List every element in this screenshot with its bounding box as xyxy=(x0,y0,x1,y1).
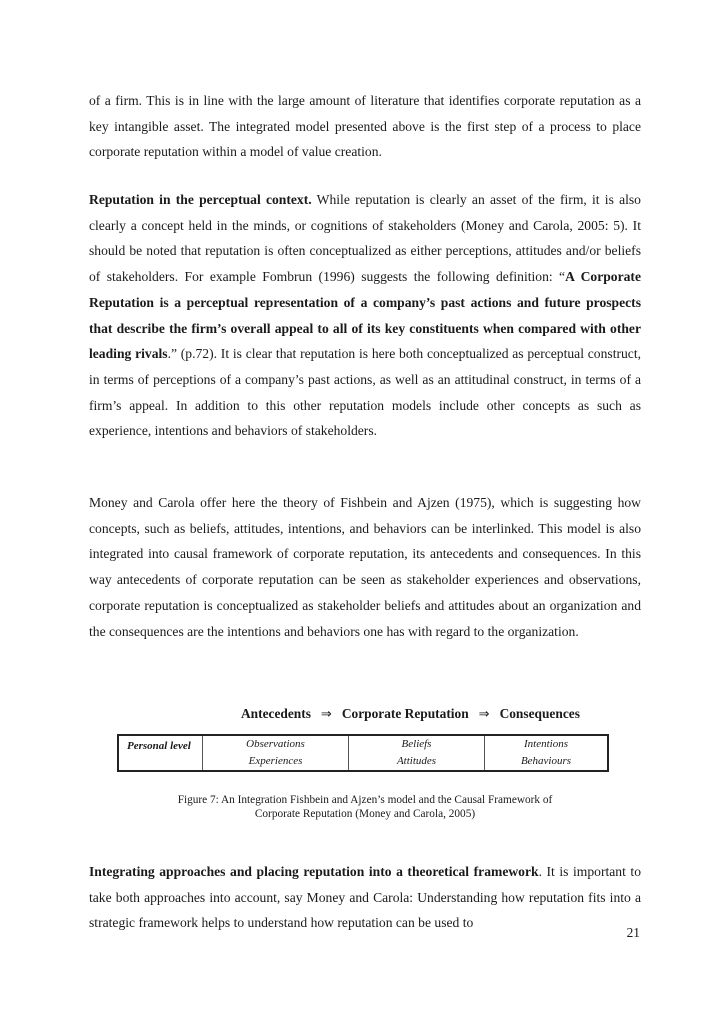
cell-value: Behaviours xyxy=(520,755,572,767)
paragraph-intro-continuation: of a firm. This is in line with the large amount of literature that identifies corporate reputation as a key intangible asset. The integrated model presented above is the first step of a process to place corporate reputation within a model of value creation. xyxy=(89,93,641,160)
caption-line: Figure 7: An Integration Fishbein and Ajzen’s model and the Causal Framework of xyxy=(177,794,553,806)
paragraph-heading-perceptual-context: Reputation in the perceptual context. xyxy=(89,192,312,207)
paragraph-text: . It is important to take both approaches into account, say Money and Carola: Understanding how reputation fits into a strategic framework helps to understand how reputation can be used to xyxy=(89,864,641,931)
flow-consequences: Consequences xyxy=(499,706,580,721)
flow-antecedents: Antecedents xyxy=(241,706,311,721)
right-double-arrow-icon: ⇒ xyxy=(320,707,332,722)
figure-caption xyxy=(140,793,590,821)
cell-consequences xyxy=(485,735,609,771)
row-label-personal-level: Personal level xyxy=(127,740,191,752)
table-row xyxy=(118,735,608,771)
cell-antecedents xyxy=(203,735,349,771)
cell-value: Attitudes xyxy=(396,755,437,767)
cell-reputation xyxy=(349,735,485,771)
fombrun-definition-quote: A Corporate Reputation is a perceptual representation of a company’s past actions and future prospects that describe the firm’s overall appeal to all of its key constituents when compared with other leading rivals xyxy=(89,269,641,362)
cell-value: Observations xyxy=(246,738,305,750)
figure-table xyxy=(117,734,609,772)
paragraph-fishbein-ajzen: Money and Carola offer here the theory of Fishbein and Ajzen (1975), which is suggesting how concepts, such as beliefs, attitudes, intentions, and behaviors can be interlinked. This model is also integrated into causal framework of corporate reputation, its antecedents and consequences. In this way antecedents of corporate reputation can be seen as stakeholder experiences and observations, corporate reputation is conceptualized as stakeholder beliefs and attitudes about an organization and the consequences are the intentions and behaviors one has with regard to the organization. xyxy=(89,495,641,639)
paragraph-text: While reputation is clearly an asset of the firm, it is also clearly a concept held in the minds, or cognitions of stakeholders (Money and Carola, 2005: 5). It should be noted that reputation is often conceptualized as either perceptions, attitudes and/or beliefs of stakeholders. For example Fombrun (1996) suggests the following definition: “ xyxy=(89,192,641,285)
caption-line: Corporate Reputation (Money and Carola, 2005) xyxy=(254,808,476,820)
figure-flow-header xyxy=(241,706,580,722)
flow-corporate-reputation: Corporate Reputation xyxy=(341,706,469,721)
paragraph-integrating-approaches xyxy=(89,859,641,936)
right-double-arrow-icon: ⇒ xyxy=(478,707,490,722)
cell-value: Beliefs xyxy=(401,738,432,750)
paragraph-perceptual-context xyxy=(89,187,641,444)
paragraph-heading-integrating: Integrating approaches and placing reputation into a theoretical framework xyxy=(89,864,539,879)
cell-value: Experiences xyxy=(248,755,303,767)
page-number: 21 xyxy=(626,925,640,940)
paragraph-text: .” (p.72). It is clear that reputation is here both conceptualized as perceptual construct, in terms of perceptions of a company’s past actions, as well as an attitudinal construct, in terms of a firm’s appeal. In addition to this other reputation models include other concepts as such as experience, intentions and behaviors of stakeholders. xyxy=(89,346,642,439)
cell-value: Intentions xyxy=(524,738,568,750)
